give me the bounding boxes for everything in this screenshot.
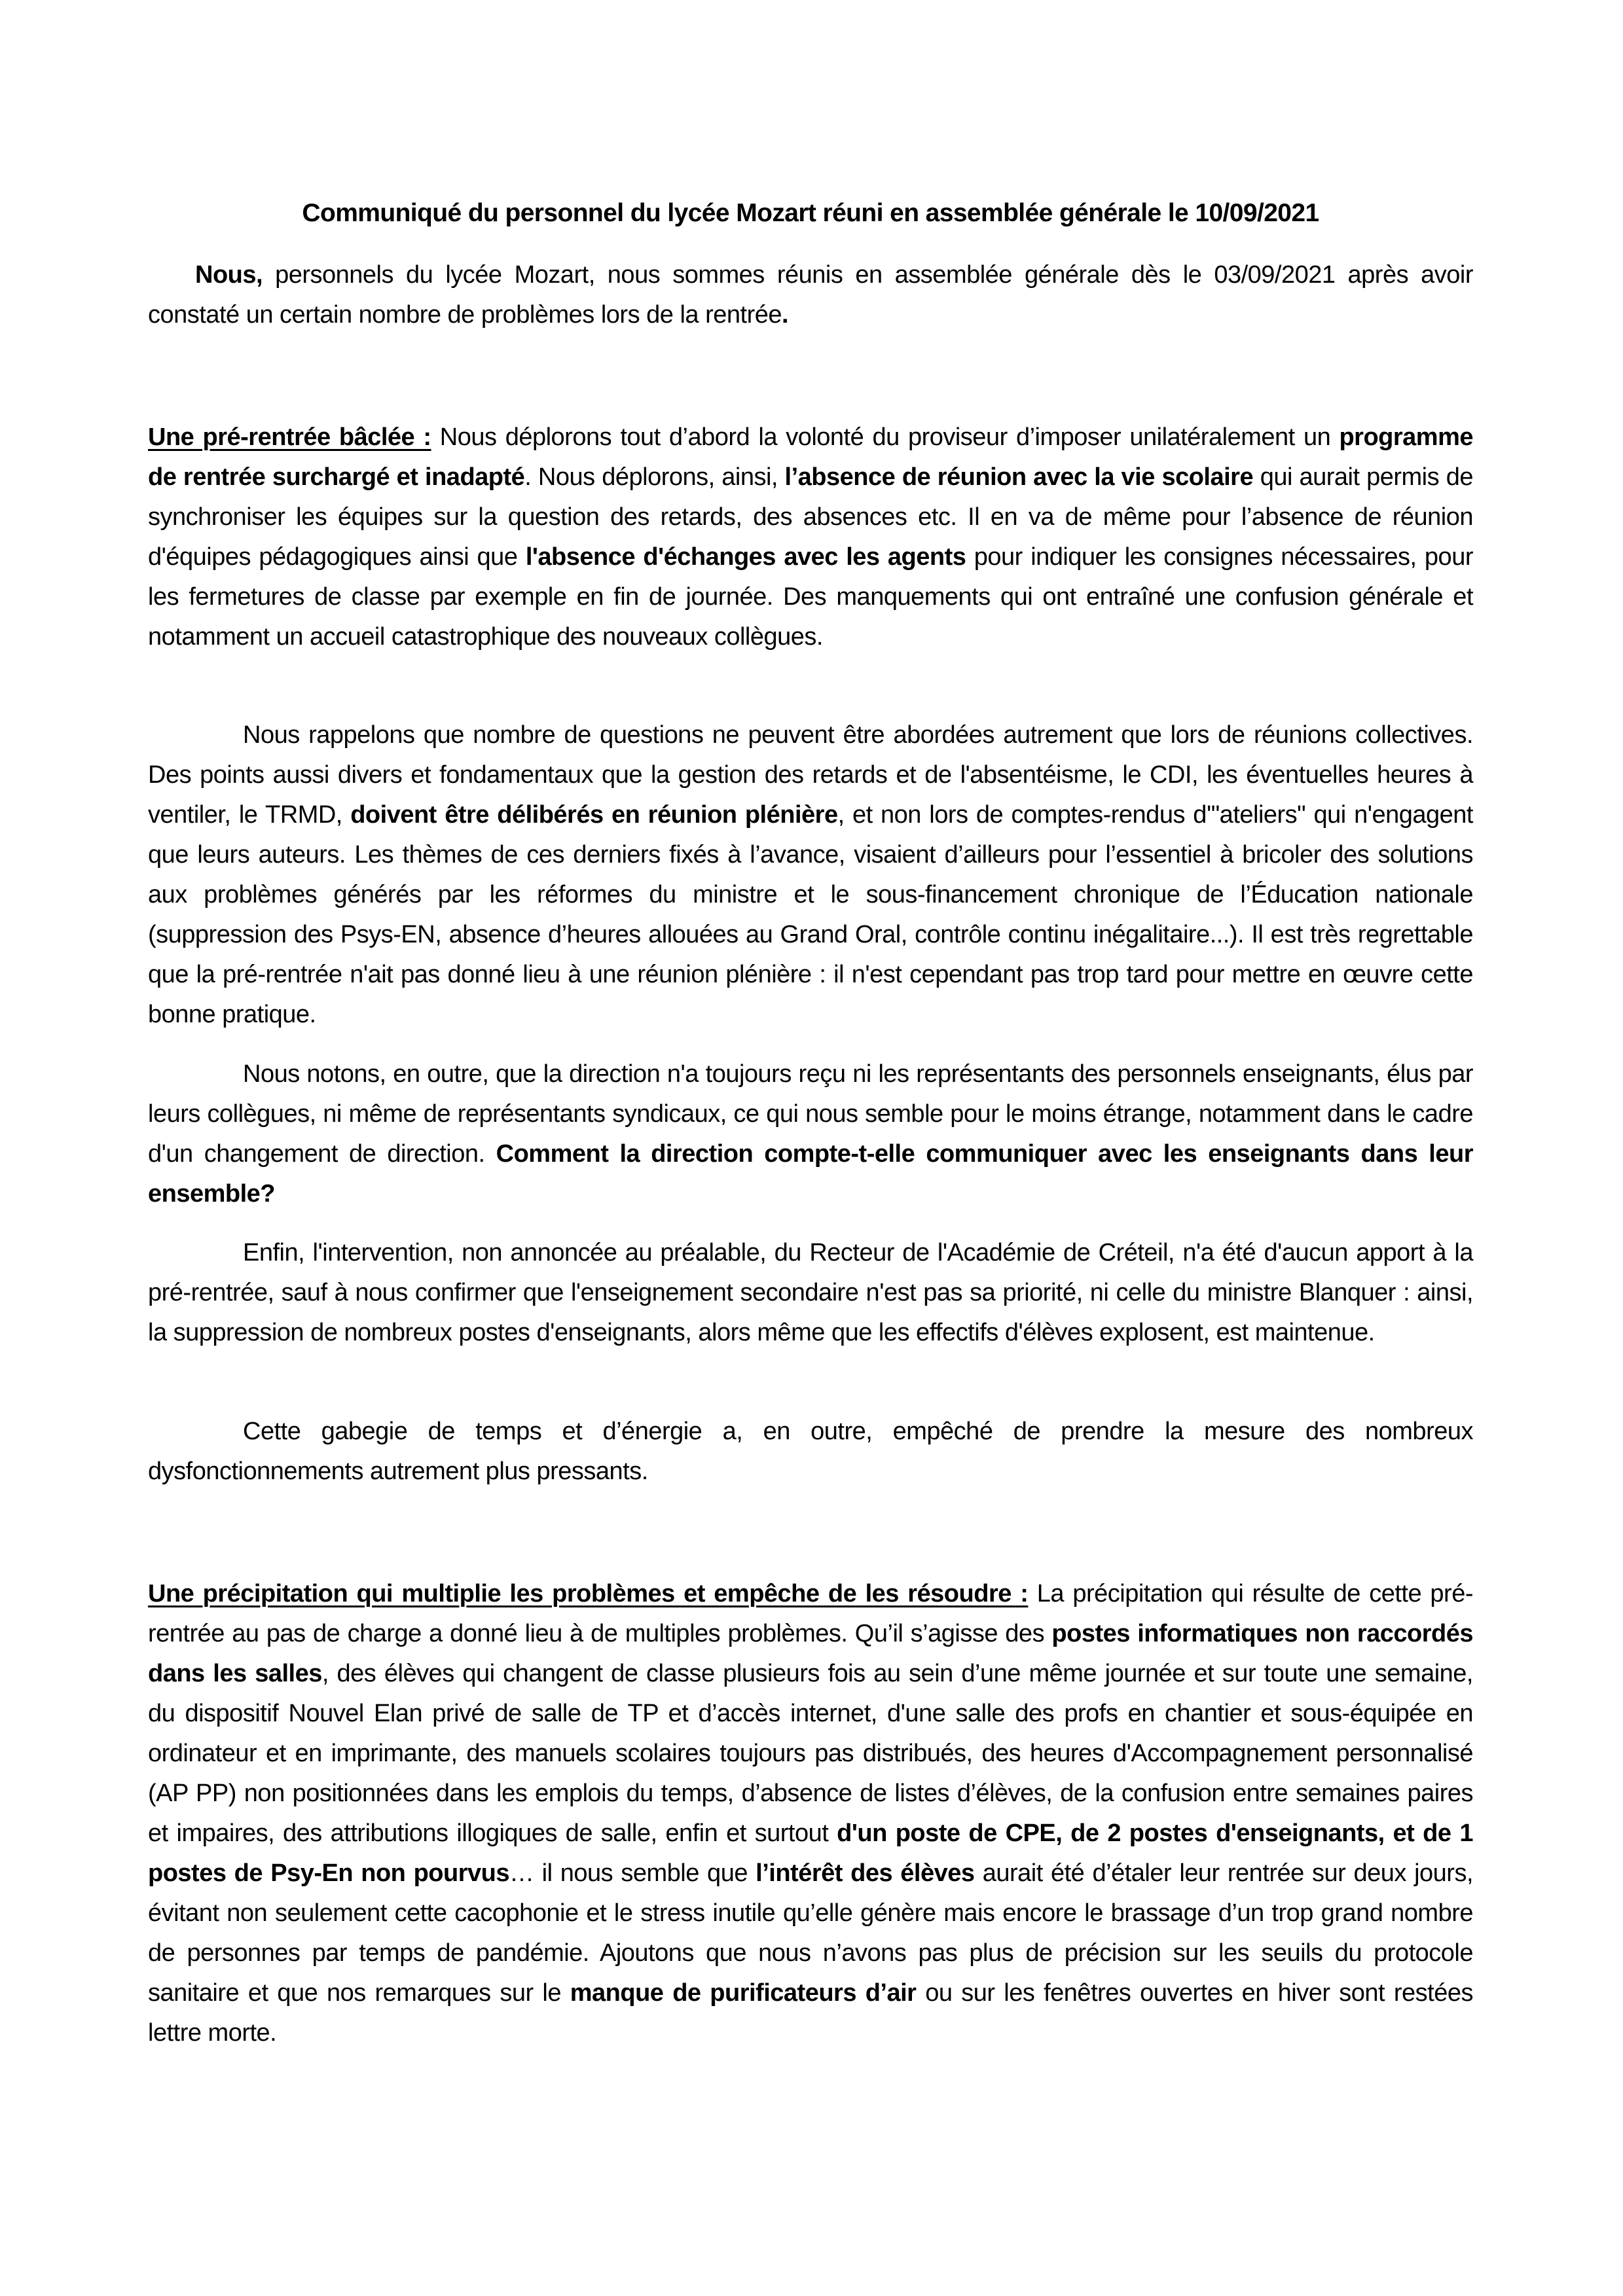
intro-text: personnels du lycée Mozart, nous sommes réunis en assemblée générale dès le 03/09/2021 après avoir constaté un certain nombre de problèmes lors de la rentrée: [148, 261, 1473, 329]
bold-text-run: l’absence de réunion avec la vie scolaire: [784, 463, 1254, 491]
intro-end: .: [782, 301, 789, 329]
section1-paragraph-2: [148, 715, 1473, 1035]
text-run: , des élèves qui changent de classe plusieurs fois au sein d’une même journée et sur toute une semaine, du dispositif Nouvel Elan privé de salle de TP et d’accès internet, d'une salle des profs en chantier et sous-équipée en ordinateur et en imprimante, des manuels scolaires toujours pas distribués, des heures d'Accompagnement personnalisé (AP PP) non positionnées dans les emplois du temps, d’absence de listes d’élèves, de la confusion entre semaines paires et impaires, des attributions illogiques de salle, enfin et surtout: [148, 1660, 1473, 1847]
section2-paragraph-1-text: [148, 1580, 1473, 2047]
section1-paragraph-5: [148, 1412, 1473, 1492]
text-run: Cette gabegie de temps et d’énergie a, en outre, empêché de prendre la mesure des nombreux dysfonctionnements autrement plus pressants.: [148, 1418, 1473, 1485]
section1-paragraph-2-text: [148, 721, 1473, 1028]
bold-text-run: l'absence d'échanges avec les agents: [525, 543, 966, 571]
page-title: Communiqué du personnel du lycée Mozart réuni en assemblée générale le 10/09/2021: [302, 199, 1319, 227]
text-run: Nous déplorons tout d’abord la volonté du proviseur d’imposer unilatéralement un: [431, 423, 1340, 451]
bold-text-run: manque de purificateurs d’air: [570, 1979, 917, 2007]
section1-paragraph-3-text: [148, 1060, 1473, 1208]
text-run: , et non lors de comptes-rendus d'"ateliers" qui n'engagent que leurs auteurs. Les thèmes de ces derniers fixés à l’avance, visaient d’ailleurs pour l’essentiel à bricoler des solutions aux problèmes générés par les réformes du ministre et le sous-financement chronique de l’Éducation nationale (suppression des Psys-EN, absence d’heures allouées au Grand Oral, contrôle continu inégalitaire...). Il est très regrettable que la pré-rentrée n'ait pas donné lieu à une réunion plénière : il n'est cependant pas trop tard pour mettre en œuvre cette bonne pratique.: [148, 801, 1473, 1028]
text-run: qui aurait permis de synchroniser les équipes sur la question des retards, des absences etc. Il en va de même pour l’absence de réunion d'équipes pédagogiques ainsi que: [148, 463, 1473, 571]
text-run: . Nous déplorons, ainsi,: [524, 463, 785, 491]
section1-heading: Une pré-rentrée bâclée :: [148, 423, 431, 451]
bold-text-run: d'un poste de CPE, de 2 postes d'enseignants, et de 1 postes de Psy-En non pourvus: [148, 1820, 1473, 1887]
text-run: Enfin, l'intervention, non annoncée au préalable, du Recteur de l'Académie de Créteil, n'a été d'aucun apport à la pré-rentrée, sauf à nous confirmer que l'enseignement secondaire n'est pas sa priorité, ni celle du ministre Blanquer : ainsi, la suppression de nombreux postes d'enseignants, alors même que les effectifs d'élèves explosent, est maintenue.: [148, 1239, 1473, 1346]
section2-heading: Une précipitation qui multiplie les problèmes et empêche de les résoudre :: [148, 1580, 1029, 1607]
bold-text-run: l’intérêt des élèves: [756, 1859, 975, 1887]
section1-paragraph-1-text: [148, 423, 1473, 651]
intro-lead: Nous,: [195, 261, 263, 289]
section1-paragraph-4-text: [148, 1239, 1473, 1346]
text-run: ou sur les fenêtres ouvertes en hiver sont restées lettre morte.: [148, 1979, 1473, 2047]
section1-paragraph-5-text: [148, 1418, 1473, 1485]
text-run: aurait été d’étaler leur rentrée sur deux jours, évitant non seulement cette cacophonie et le stress inutile qu’elle génère mais encore le brassage d’un trop grand nombre de personnes par temps de pandémie. Ajoutons que nous n’avons pas plus de précision sur les seuils du protocole sanitaire et que nos remarques sur le: [148, 1859, 1474, 2007]
text-run: Nous notons, en outre, que la direction n'a toujours reçu ni les représentants des personnels enseignants, élus par leurs collègues, ni même de représentants syndicaux, ce qui nous semble pour le moins étrange, notamment dans le cadre d'un changement de direction.: [148, 1060, 1473, 1168]
text-run: La précipitation qui résulte de cette pré-rentrée au pas de charge a donné lieu à de multiples problèmes. Qu’il s’agisse des: [148, 1580, 1474, 1647]
text-run: Nous rappelons que nombre de questions ne peuvent être abordées autrement que lors de réunions collectives. Des points aussi divers et fondamentaux que la gestion des retards et de l'absentéisme, le CDI, les éventuelles heures à ventiler, le TRMD,: [148, 721, 1473, 829]
bold-text-run: postes informatiques non raccordés dans les salles: [148, 1620, 1473, 1687]
section1-paragraph-4: [148, 1233, 1473, 1353]
bold-text-run: Comment la direction compte-t-elle communiquer avec les enseignants dans leur ensemble?: [148, 1140, 1473, 1208]
text-run: pour indiquer les consignes nécessaires, pour les fermetures de classe par exemple en fin de journée. Des manquements qui ont entraîné une confusion générale et notamment un accueil catastrophique des nouveaux collègues.: [148, 543, 1473, 651]
intro-paragraph: [148, 255, 1473, 335]
section2-paragraph-1: [148, 1574, 1473, 2053]
bold-text-run: programme de rentrée surchargé et inadapté: [148, 423, 1473, 491]
text-run: … il nous semble que: [509, 1859, 756, 1887]
bold-text-run: doivent être délibérés en réunion plénière: [350, 801, 838, 829]
section1-paragraph-3: [148, 1054, 1473, 1214]
section1-paragraph-1: [148, 418, 1473, 657]
